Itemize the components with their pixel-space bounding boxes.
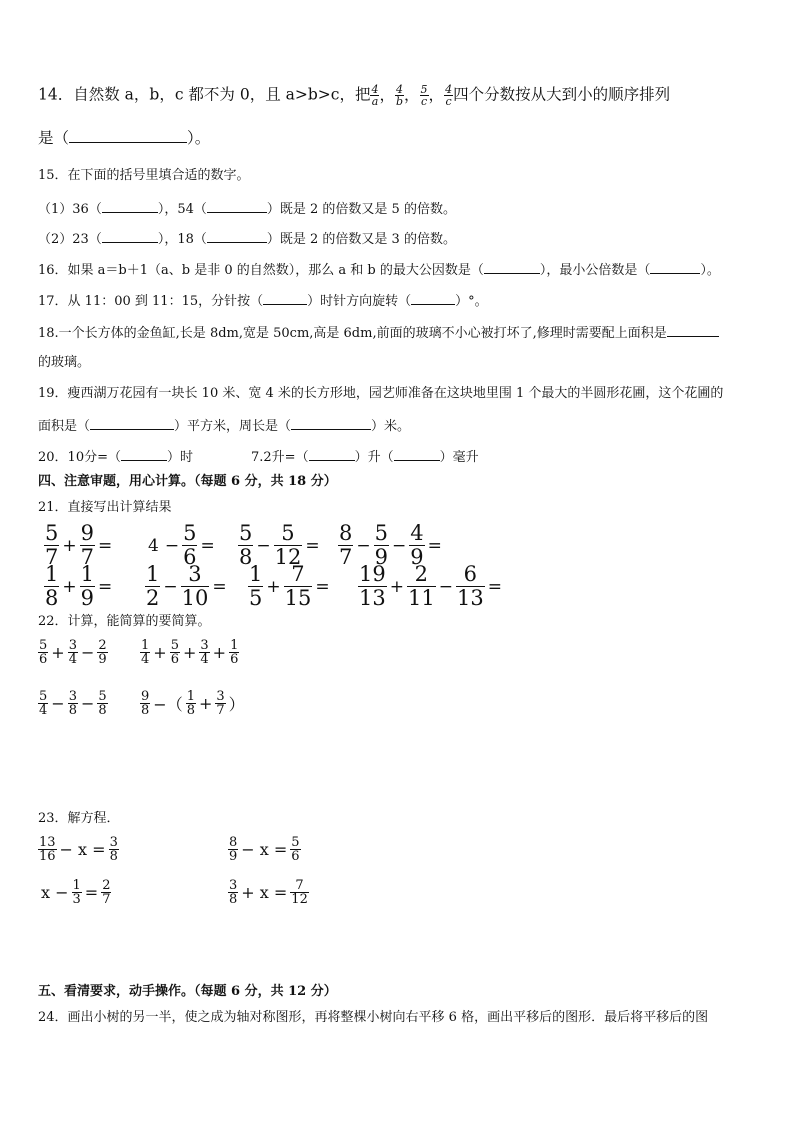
fraction-4-over-b (395, 84, 404, 107)
q16-blank-2[interactable] (650, 262, 700, 274)
fraction (72, 879, 82, 906)
denominator: 8 (239, 545, 253, 569)
denominator: 9 (229, 849, 238, 864)
comma: ， (379, 85, 395, 104)
numerator: 2 (407, 563, 436, 587)
q19-blank-2[interactable] (291, 418, 371, 430)
denominator: 8 (186, 703, 195, 718)
operator: + (62, 535, 77, 556)
numerator: 5 (45, 521, 59, 545)
numerator: 5 (274, 522, 303, 546)
q15-blank-4[interactable] (207, 231, 267, 243)
operator: = (487, 576, 502, 597)
q14-fractions (370, 83, 453, 108)
numerator: 3 (181, 563, 210, 587)
numerator: 1 (186, 689, 195, 704)
numerator: 4 (396, 83, 403, 96)
denominator: 2 (146, 586, 160, 610)
operator: − x = (59, 840, 106, 859)
numerator: 3 (229, 878, 238, 893)
operator: = (200, 535, 215, 556)
denominator: 10 (181, 586, 209, 610)
denominator: c (420, 95, 428, 108)
fraction (456, 563, 485, 610)
numerator: 1 (230, 638, 239, 653)
q15-row2 (38, 231, 456, 246)
numerator: 3 (68, 638, 77, 653)
denominator: 7 (45, 545, 59, 569)
q20-c: 7.2升=（ (251, 450, 309, 465)
q16-blank-1[interactable] (484, 262, 540, 274)
operator: + x = (241, 883, 288, 902)
numerator: 19 (359, 562, 386, 586)
numerator: 4 (371, 83, 379, 96)
operator: = (212, 576, 227, 597)
q14-text-b: 四个分数按从大到小的顺序排列 (453, 85, 671, 104)
fraction (290, 836, 300, 863)
numerator: 2 (102, 878, 111, 893)
numerator: 5 (39, 638, 48, 653)
q15-title: 15．在下面的括号里填合适的数字。 (38, 168, 250, 183)
q15-row1-b: ），54（ (157, 202, 207, 217)
q23-expr-2 (228, 836, 301, 863)
denominator: 15 (284, 586, 312, 610)
section5-title: 五、看清要求，动手操作。（每题 6 分，共 12 分） (38, 984, 337, 999)
operator: ） (228, 695, 245, 714)
operator: = (98, 576, 113, 597)
numerator: 4 (410, 521, 424, 545)
q19-a: 面积是（ (38, 419, 91, 434)
denominator: 4 (141, 652, 150, 667)
q15-row1-c: ）既是 2 的倍数又是 5 的倍数。 (266, 202, 456, 217)
denominator: 9 (98, 652, 107, 667)
operator: = (315, 576, 330, 597)
fraction (38, 639, 48, 666)
q21-expr-8 (358, 563, 505, 610)
denominator: 8 (68, 703, 77, 718)
fraction (140, 639, 150, 666)
operator: x − (41, 883, 69, 902)
q20-d: ）升（ (354, 450, 394, 465)
numerator: 3 (200, 638, 209, 653)
operator: − (438, 576, 453, 597)
numerator: 9 (80, 521, 94, 545)
q16-a: 16．如果 a＝b＋1（a、b 是非 0 的自然数），那么 a 和 b 的最大公因数是（ (38, 263, 484, 278)
q20-b: ）时 (166, 450, 193, 465)
denominator: 7 (216, 703, 225, 718)
denominator: 6 (230, 652, 239, 667)
denominator: 4 (200, 652, 209, 667)
denominator: c (445, 95, 452, 108)
fraction (229, 639, 239, 666)
numerator: 4 (445, 83, 453, 96)
fraction (97, 690, 107, 717)
denominator: 9 (410, 545, 424, 569)
q15-row1-a: （1）36（ (38, 202, 102, 217)
operator: = (84, 883, 99, 902)
denominator: 13 (456, 586, 484, 610)
denominator: 4 (68, 652, 77, 667)
denominator: 12 (291, 892, 308, 907)
fraction (284, 563, 313, 610)
denominator: 11 (407, 586, 435, 610)
numerator: 3 (109, 835, 118, 850)
q20-blank-2[interactable] (309, 449, 355, 461)
operator: + (198, 694, 213, 713)
numerator: 6 (456, 563, 485, 587)
q20-blank-1[interactable] (121, 449, 167, 461)
denominator: 5 (249, 586, 263, 610)
fraction (358, 563, 387, 610)
denominator: 8 (109, 849, 118, 864)
operator: + (266, 576, 281, 597)
q22-expr-2 (140, 639, 239, 666)
numerator: 8 (339, 521, 353, 545)
q15-row2-b: ），18（ (157, 232, 207, 247)
q21-expr-4 (338, 522, 445, 569)
numerator: 5 (183, 521, 197, 545)
q15-blank-3[interactable] (102, 231, 158, 243)
fraction (228, 879, 238, 906)
numerator: 7 (290, 879, 309, 893)
operator: − (392, 535, 407, 556)
denominator: 6 (183, 545, 197, 569)
fraction (80, 563, 95, 610)
denominator: 16 (39, 849, 56, 864)
fraction (38, 836, 57, 863)
fraction (140, 690, 150, 717)
denominator: b (395, 95, 404, 108)
numerator: 1 (45, 562, 59, 586)
operator: + (62, 576, 77, 597)
denominator: 6 (39, 652, 48, 667)
fraction (248, 563, 263, 610)
fraction (109, 836, 119, 863)
numerator: 5 (420, 83, 428, 96)
numerator: 9 (141, 689, 150, 704)
numerator: 5 (291, 835, 300, 850)
q20-blank-3[interactable] (394, 449, 440, 461)
fraction (290, 879, 309, 906)
q17-c: ）°。 (455, 294, 488, 309)
q18-line2: 的玻璃。 (38, 355, 91, 370)
fraction (38, 690, 48, 717)
q17-b: ）时针方向旋转（ (307, 294, 412, 309)
q23-expr-3 (38, 879, 111, 906)
q22-expr-4 (140, 690, 248, 717)
operator: = (98, 535, 113, 556)
q19-line1: 19．瘦西湖万花园有一块长 10 米、宽 4 米的长方形地，园艺师准备在这块地里围 1 个最大的半圆形花圃，这个花圃的 (38, 386, 724, 401)
q20 (38, 449, 479, 464)
denominator: 8 (141, 703, 150, 718)
q22-expr-1 (38, 639, 108, 666)
q16-c: ）。 (700, 263, 720, 278)
fraction (44, 563, 59, 610)
denominator: 8 (98, 703, 107, 718)
q18-text: 18.一个长方体的金鱼缸,长是 8dm,宽是 50cm,高是 6dm,前面的玻璃不小心被打坏了,修理时需要配上面积是 (38, 326, 667, 341)
numerator: 5 (239, 521, 253, 545)
q23-title: 23．解方程． (38, 811, 120, 826)
q15-row1 (38, 201, 456, 216)
q16-b: ），最小公倍数是（ (539, 263, 651, 278)
denominator: 6 (291, 849, 300, 864)
denominator: 13 (359, 586, 386, 610)
denominator: 7 (102, 892, 111, 907)
fraction (68, 639, 78, 666)
operator: − (163, 576, 178, 597)
q14-line1 (38, 84, 670, 107)
q22-expr-3 (38, 690, 108, 717)
denominator: 9 (374, 545, 388, 569)
q19-c: ）米。 (371, 419, 411, 434)
numerator: 3 (68, 689, 77, 704)
denominator: 7 (339, 545, 353, 569)
operator: + (153, 643, 167, 662)
q21-expr-6 (145, 563, 230, 610)
q18-blank[interactable] (667, 325, 719, 337)
q17-blank-1[interactable] (263, 293, 307, 305)
q15-row2-a: （2）23（ (38, 232, 102, 247)
q16 (38, 262, 720, 277)
numerator: 5 (170, 638, 179, 653)
q15-blank-2[interactable] (207, 201, 267, 213)
operator: + (51, 643, 65, 662)
fraction (199, 639, 209, 666)
fraction-4-over-c (444, 84, 453, 107)
numerator: 1 (72, 878, 81, 893)
q17-a: 17．从 11：00 到 11：15，分针按（ (38, 294, 264, 309)
fraction (68, 690, 78, 717)
q14-text-d: ）。 (187, 129, 211, 147)
section4-title: 四、注意审题，用心计算。（每题 6 分，共 18 分） (38, 474, 337, 489)
fraction (186, 690, 196, 717)
numerator: 5 (374, 521, 388, 545)
q23-expr-4 (228, 879, 309, 906)
operator: + (389, 576, 404, 597)
denominator: 8 (229, 892, 238, 907)
q23-expr-1 (38, 836, 119, 863)
denominator: 9 (80, 586, 94, 610)
fraction (97, 639, 107, 666)
q17-blank-2[interactable] (411, 293, 455, 305)
fraction (181, 563, 210, 610)
q19-blank-1[interactable] (90, 418, 174, 430)
denominator: 4 (39, 703, 48, 718)
fraction (338, 522, 353, 569)
fraction (407, 563, 436, 610)
operator: + (182, 643, 197, 662)
numerator: 1 (80, 562, 94, 586)
fraction (228, 836, 238, 863)
numerator: 1 (141, 638, 150, 653)
operator: 4 (148, 535, 159, 556)
q21-title: 21．直接写出计算结果 (38, 500, 172, 515)
q20-a: 20．10分=（ (38, 450, 121, 465)
operator: − (164, 535, 180, 556)
fraction (215, 690, 225, 717)
denominator: a (371, 95, 379, 108)
numerator: 7 (284, 563, 313, 587)
q14-text-c: 是（ (38, 129, 70, 147)
q22-title: 22．计算，能简算的要简算。 (38, 614, 211, 629)
numerator: 5 (39, 689, 48, 704)
operator: − (51, 694, 65, 713)
q19-line2 (38, 418, 410, 433)
q14-line2 (38, 131, 210, 147)
operator: − (356, 535, 371, 556)
denominator: 12 (274, 545, 302, 569)
denominator: 3 (72, 892, 81, 907)
q14-text-a: 14．自然数 a，b，c 都不为 0，且 a>b>c，把 (38, 85, 371, 104)
operator: − (256, 535, 271, 556)
operator: −（ (153, 695, 183, 714)
comma: ， (404, 85, 420, 104)
fraction (101, 879, 111, 906)
q21-expr-5 (44, 563, 115, 610)
fraction (145, 563, 160, 610)
numerator: 3 (216, 689, 225, 704)
numerator: 1 (146, 562, 160, 586)
numerator: 8 (229, 835, 238, 850)
numerator: 13 (39, 835, 56, 850)
operator: = (305, 535, 320, 556)
q15-row2-c: ）既是 2 的倍数又是 3 的倍数。 (266, 232, 456, 247)
q24-text: 24．画出小树的另一半，使之成为轴对称图形，再将整棵小树向右平移 6 格，画出平移后的图形．最后将平移后的图 (38, 1010, 709, 1025)
q19-b: ）平方米，周长是（ (174, 419, 292, 434)
numerator: 2 (98, 638, 107, 653)
operator: − (80, 694, 95, 713)
operator: − (80, 643, 95, 662)
operator: + (212, 643, 227, 662)
denominator: 6 (170, 652, 179, 667)
fraction-5-over-c (420, 84, 429, 107)
q21-expr-7 (248, 563, 333, 610)
q20-e: ）毫升 (439, 450, 479, 465)
operator: = (427, 535, 442, 556)
numerator: 5 (98, 689, 107, 704)
fraction (170, 639, 180, 666)
q15-blank-1[interactable] (102, 201, 158, 213)
q14-answer-blank[interactable] (69, 131, 187, 143)
denominator: 8 (45, 586, 59, 610)
operator: − x = (241, 840, 288, 859)
q17 (38, 293, 488, 308)
q18-line1 (38, 325, 719, 340)
comma: ， (428, 85, 445, 104)
numerator: 1 (249, 562, 263, 586)
denominator: 7 (80, 545, 94, 569)
